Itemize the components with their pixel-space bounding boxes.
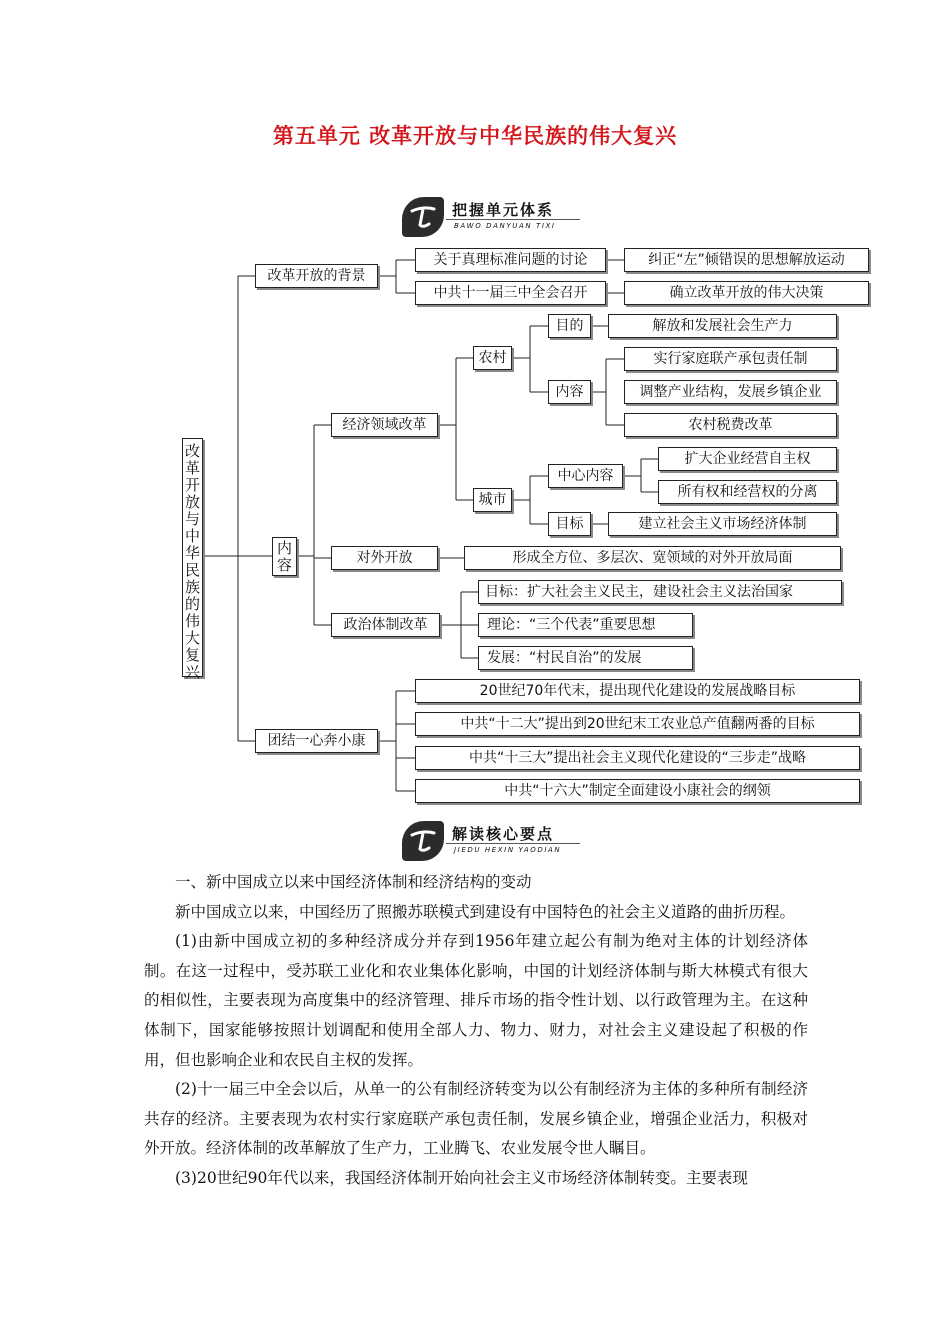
root-label: 改革开放与中华民族的伟大复兴	[184, 442, 200, 681]
paragraph: (3)20世纪90年代以来，我国经济体制开始向社会主义市场经济体制转变。主要表现	[175, 1168, 748, 1187]
body-text	[144, 868, 808, 1194]
background-node: 改革开放的背景	[255, 264, 378, 288]
political-item-3: 发展：“村民自治”的发展	[478, 646, 693, 670]
political-item-1: 目标：扩大社会主义民主，建设社会主义法治国家	[478, 580, 842, 604]
core-points-banner	[402, 819, 582, 865]
banner-subtitle: BAWO DANYUAN TIXI	[454, 222, 556, 230]
banner-subtitle: JIEDU HEXIN YAODIAN	[454, 846, 562, 854]
xiaokang-item-3: 中共“十三大”提出社会主义现代化建设的“三步走”战略	[415, 746, 860, 770]
xiaokang-item-1: 20世纪70年代末，提出现代化建设的发展战略目标	[415, 679, 860, 703]
rural-content-2: 调整产业结构，发展乡镇企业	[624, 380, 837, 404]
urban-node: 城市	[473, 488, 512, 512]
page-title: 第五单元 改革开放与中华民族的伟大复兴	[272, 123, 678, 148]
banner-title: 把握单元体系	[452, 201, 555, 219]
economic-reform-node: 经济领域改革	[331, 413, 438, 437]
rural-goal: 解放和发展社会生产力	[608, 314, 837, 338]
paragraph: (1)由新中国成立初的多种经济成分并存到1956年建立起公有制为绝对主体的计划经济体制。在这一过程中，受苏联工业化和农业集体化影响，中国的计划经济体制与斯大林模式有很大的相似性，主要表现为高度集中的经济管理、排斥市场的指令性计划、以行政管理为主。在这种体制下，国家能够按照计划调配和使用全部人力、物力、财力，对社会主义建设起了积极的作用，但也影响企业和农民自主权的发挥。	[144, 932, 808, 1069]
rural-content-label: 内容	[548, 380, 591, 404]
background-cause-2: 中共十一届三中全会召开	[415, 281, 606, 305]
xiaokang-item-2: 中共“十二大”提出到20世纪末工农业总产值翻两番的目标	[415, 712, 860, 736]
urban-center-label: 中心内容	[548, 464, 623, 488]
diagram-root	[182, 438, 203, 681]
content-node	[272, 537, 297, 576]
opening-result: 形成全方位、多层次、宽领域的对外开放局面	[464, 546, 841, 570]
urban-goal: 建立社会主义市场经济体制	[608, 512, 837, 536]
political-reform-node: 政治体制改革	[331, 613, 440, 637]
xiaokang-item-4: 中共“十六大”制定全面建设小康社会的纲领	[415, 779, 860, 803]
rural-content-1: 实行家庭联产承包责任制	[624, 347, 837, 371]
paragraph: (2)十一届三中全会以后，从单一的公有制经济转变为以公有制经济为主体的多种所有制经济共存的经济。主要表现为农村实行家庭联产承包责任制，发展乡镇企业，增强企业活力，积极对外开放。经济体制的改革解放了生产力，工业腾飞、农业发展令世人瞩目。	[144, 1080, 808, 1158]
content-label: 内容	[276, 539, 292, 574]
urban-center-1: 扩大企业经营自主权	[658, 447, 837, 471]
rural-node: 农村	[473, 346, 512, 370]
rural-goal-label: 目的	[548, 314, 591, 338]
paragraph: 新中国成立以来，中国经历了照搬苏联模式到建设有中国特色的社会主义道路的曲折历程。	[175, 902, 796, 921]
urban-goal-label: 目标	[548, 512, 591, 536]
banner-logo-icon	[402, 821, 444, 861]
xiaokang-node: 团结一心奔小康	[255, 729, 378, 753]
background-effect-2: 确立改革开放的伟大决策	[624, 281, 869, 305]
rural-content-3: 农村税费改革	[624, 413, 837, 437]
banner-divider	[446, 843, 580, 844]
background-cause-1: 关于真理标准问题的讨论	[415, 248, 606, 272]
section-heading: 一、新中国成立以来中国经济体制和经济结构的变动	[175, 873, 532, 891]
opening-node: 对外开放	[331, 546, 438, 570]
background-effect-1: 纠正“左”倾错误的思想解放运动	[624, 248, 869, 272]
banner-title: 解读核心要点	[452, 825, 555, 843]
urban-center-2: 所有权和经营权的分离	[658, 480, 837, 504]
political-item-2: 理论：“三个代表”重要思想	[478, 613, 693, 637]
